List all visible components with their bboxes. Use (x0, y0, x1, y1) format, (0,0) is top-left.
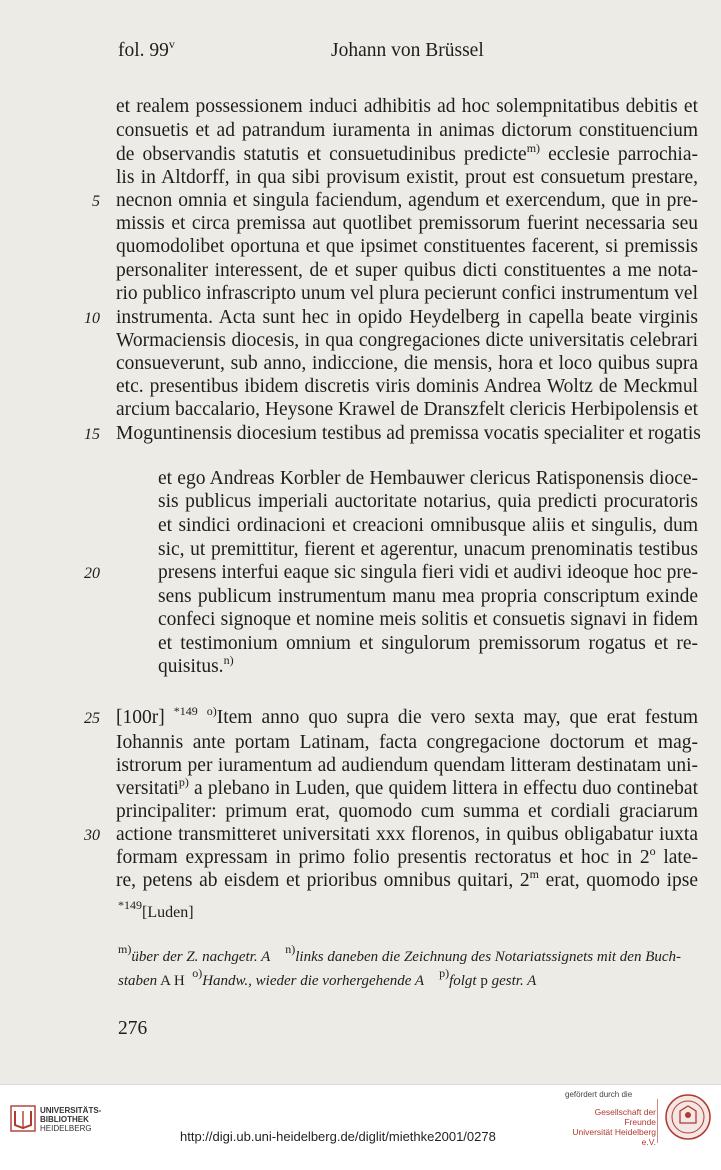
university-seal-icon (664, 1093, 712, 1141)
notary-line: et sindici ordinacioni et creacioni omnibusque aliis et singulis, dum (158, 515, 698, 536)
entry-line: principaliter: primum erat, quomodo cum summa et cordiali graciarum (116, 801, 698, 822)
text-line: consueverunt, sub anno, indiccione, die mensis, hora et loco quibus supra (116, 353, 698, 374)
notary-line: sens publicum instrumentum manu mea propria conscriptum exinde (158, 586, 698, 607)
notary-line: et testimonium omnium et singulorum premissorum rogatus et re- (158, 633, 698, 654)
text-line: quomodolibet oportuna et que ipsimet constituentes facerent, si premissis (116, 236, 698, 257)
notary-line: confeci signoque et nomine meis solitis et consuetis signavi in fidem (158, 609, 698, 630)
notary-line: sis publicus imperiali auctoritate notarius, quia predicti procuratoris (158, 491, 698, 512)
text-line: necnon omnia et singula faciendum, agendum et exercendum, que in pre- (116, 190, 698, 211)
line-number: 20 (84, 565, 100, 582)
text-line: rio publico infrascripto unum vel plura pecierunt confici instrumentum vel (116, 283, 698, 304)
entry-line: versitati$^{p)}$ a plebano in Luden, que quidem littera in effectu duo continebat (116, 775, 698, 799)
text-line: consuetis et ad patrandum iuramenta in animas dictorum constituencium (116, 120, 698, 141)
footnote-mark: m) (526, 141, 541, 155)
entry-line: re, petens ab eisdem et prioribus omnibus quitari, 2$^m$ erat, quomodo ipse (116, 867, 698, 891)
divider (657, 1099, 658, 1143)
line-number: 30 (84, 827, 100, 844)
text-line: de observandis statutis et consuetudinibus predicte$^{m)}$ ecclesie parrochia- (116, 141, 698, 165)
sponsor-name: Gesellschaft der Freunde Universität Heidelberg e.V. (572, 1107, 656, 1147)
university-library-logo-icon (10, 1103, 36, 1133)
entry-line: [100r] $^{*149}$ $^{o)}$Item anno quo supra die vero sexta may, que erat festum (116, 704, 699, 728)
footnote-mark: p) (178, 775, 189, 789)
entry-line: Iohannis ante portam Latinam, facta congregacione doctorum et mag- (116, 732, 698, 753)
page-number: 276 (118, 1018, 148, 1039)
notary-line: quisitus.$^{n)}$ (158, 653, 234, 677)
line-number: 25 (84, 710, 100, 727)
folio-reference: fol. 99$^v$ (118, 37, 175, 61)
text-line: personaliter interessent, de et super quibus dicti constituentes a me nota- (116, 260, 698, 281)
text-line: arcium baccalario, Heysone Krawel de Dranszfelt clericis Herbipolensis et (116, 399, 699, 420)
text-line: Wormaciensis diocesis, in qua congregaciones dicte universitatis celebrari (116, 330, 698, 351)
text-line: missis et circa premissa aut quotlibet premissorum fuerint necessaria seu (116, 213, 698, 234)
text-line: etc. presentibus ibidem discretis viris dominis Andrea Woltz de Meckmul (116, 376, 698, 397)
permalink-url[interactable]: http://digi.ub.uni-heidelberg.de/diglit/miethke2001/0278 (180, 1129, 496, 1144)
notary-line: et ego Andreas Korbler de Hembauwer clericus Ratisponensis dioce- (158, 468, 698, 489)
sponsor-label: gefördert durch die (565, 1090, 633, 1099)
text-line: Moguntinensis diocesium testibus ad premissa vocatis specialiter et rogatis (116, 423, 701, 444)
footnote-line: $^{m)}$über der Z. nachgetr. A $^{n)}$links daneben die Zeichnung des Notariatssignets mit den Buch- (118, 942, 682, 965)
notary-line: sic, ut premittitur, fierent et agerentur, unacum prenominatis testibus (158, 539, 698, 560)
viewer-footer (0, 1084, 721, 1170)
text-line: et realem possessionem induci adhibitis ad hoc solempnitatibus debitis et (116, 96, 698, 117)
line-number: 10 (84, 310, 100, 327)
entry-line: istrorum per iuramentum ad audiendum quendam litteram destinatam uni- (116, 755, 698, 776)
text-line: instrumenta. Acta sunt hec in opido Heydelberg in capella beate virginis (116, 307, 698, 328)
footnote-mark: n) (223, 653, 234, 667)
notary-line: presens interfui eaque sic singula fieri vidi et audivi ideoque hoc pre- (158, 562, 698, 583)
line-number: 5 (92, 193, 100, 210)
marginal-note: $^{*149}$[Luden] (118, 898, 194, 921)
entry-line: formam expressam in primo folio presentis rectoratus et hoc in 2$^o$ late- (116, 844, 698, 868)
footnote-line: staben A H $^{o)}$Handw., wieder die vorhergehende A $^{p)}$folgt p gestr. A (118, 966, 537, 989)
library-name: UNIVERSITÄTS- BIBLIOTHEK HEIDELBERG (40, 1106, 102, 1133)
entry-line: actione transmitteret universitati xxx florenos, in quibus obligabatur iuxta (116, 824, 698, 845)
running-title: Johann von Brüssel (331, 40, 484, 61)
line-number: 15 (84, 426, 100, 443)
text-line: lis in Altdorff, in qua sibi provisum existit, prout est consuetum prestare, (116, 167, 698, 188)
